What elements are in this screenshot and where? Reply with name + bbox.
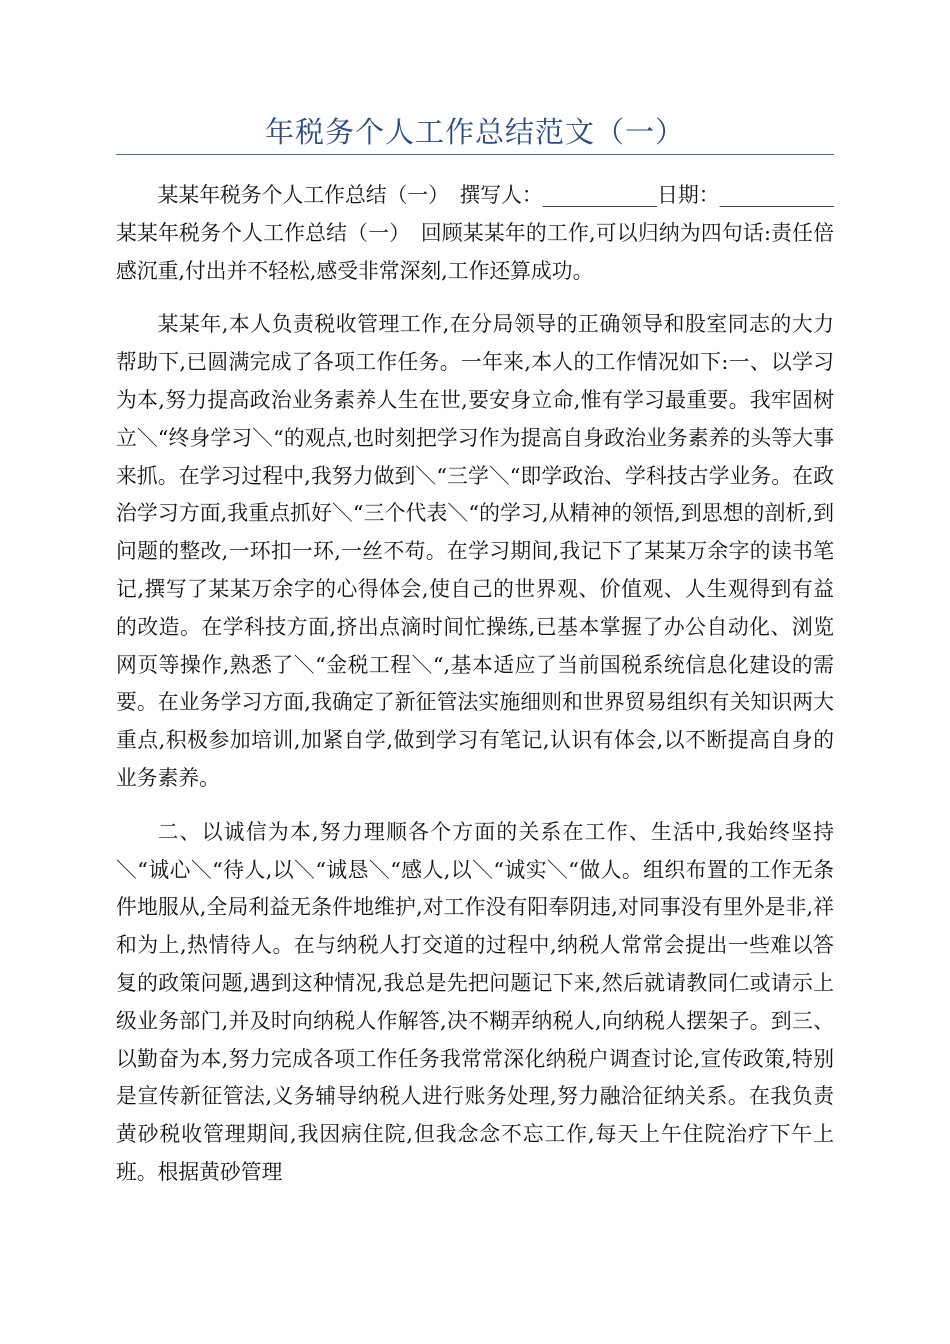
document-title: 年税务个人工作总结范文（一） [264,115,685,149]
paragraph-integrity: 二、以诚信为本,努力理顺各个方面的关系在工作、生活中,我始终坚持＼“诚心＼“待人,以＼“诚恳＼“感人,以＼“诚实＼“做人。组织布置的工作无条件地服从,全局利益无条件地维护,对工作没有阳奉阴违,对同事没有里外是非,祥和为上,热情待人。在与纳税人打交道的过程中,纳税人常常会提出一些难以答复的政策问题,遇到这种情况,我总是先把问题记下来,然后就请教同仁或请示上级业务部门,并及时向纳税人作解答,决不糊弄纳税人,向纳税人摆架子。到三、以勤奋为本,努力完成各项工作任务我常常深化纳税户调查讨论,宣传政策,特别是宣传新征管法,义务辅导纳税人进行账务处理,努力融洽征纳关系。在我负责黄砂税收管理期间,我因病住院,但我念念不忘工作,每天上午住院治疗下午上班。根据黄砂管理 [116,819,834,1184]
title-underline [116,154,834,155]
paragraph-intro: 某某年税务个人工作总结（一） 撰写人：___________日期：___________某某年税务个人工作总结（一） 回顾某某年的工作,可以归纳为四句话:责任倍感沉重,付出并不轻松,感受非常深刻,工作还算成功。 [116,183,834,283]
paragraph-study: 某某年,本人负责税收管理工作,在分局领导的正确领导和股室同志的大力帮助下,已圆满完成了各项工作任务。一年来,本人的工作情况如下:一、以学习为本,努力提高政治业务素养人生在世,要安身立命,惟有学习最重要。我牢固树立＼“终身学习＼“的观点,也时刻把学习作为提高自身政治业务素养的头等大事来抓。在学习过程中,我努力做到＼“三学＼“即学政治、学科技古学业务。在政治学习方面,我重点抓好＼“三个代表＼“的学习,从精神的领悟,到思想的剖析,到问题的整改,一环扣一环,一丝不苟。在学习期间,我记下了某某万余字的读书笔记,撰写了某某万余字的心得体会,使自己的世界观、价值观、人生观得到有益的改造。在学科技方面,挤出点滴时间忙操练,已基本掌握了办公自动化、浏览网页等操作,熟悉了＼“金税工程＼“,基本适应了当前国税系统信息化建设的需要。在业务学习方面,我确定了新征管法实施细则和世界贸易组织有关知识两大重点,积极参加培训,加紧自学,做到学习有笔记,认识有体会,以不断提高自身的业务素养。 [116,312,834,790]
document-body [116,177,834,1192]
document-page [116,0,834,1344]
